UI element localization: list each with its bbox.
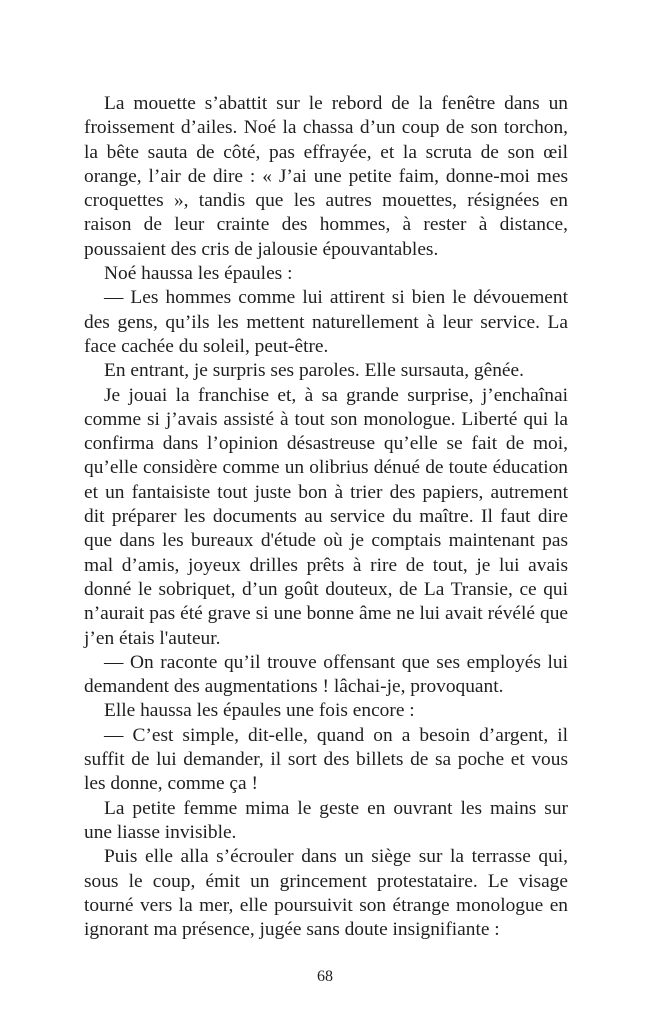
paragraph: En entrant, je surpris ses paroles. Elle sursauta, gênée. [104, 360, 524, 382]
paragraph: — On raconte qu’il trouve offensant que ses employés lui demandent des augmentations ! lâchai-je, provoquant. [84, 651, 568, 698]
paragraph: Je jouai la franchise et, à sa grande surprise, j’enchaînai comme si j’avais assisté à tout son monologue. Liberté qui la confirma dans l’opinion désastreuse qu’elle se fait de moi, qu’elle considère comme un olibrius dénué de toute éducation et un fantaisiste tout juste bon à trier des papiers, autrement dit préparer les documents au service du maître. Il faut dire que dans les bureaux d'étude où je comptais maintenant pas mal d’amis, joyeux drilles prêts à rire de tout, je lui avais donné le sobriquet, d’un goût douteux, de La Transie, ce qui n’aurait pas été grave si une bonne âme ne lui avait révélé que j’en étais l'auteur. [84, 384, 568, 649]
paragraph: La mouette s’abattit sur le rebord de la fenêtre dans un froissement d’ailes. Noé la chassa d’un coup de son torchon, la bête sauta de côté, pas effrayée, et la scruta de son œil orange, l’air de dire : « J’ai une petite faim, donne-moi mes croquettes », tandis que les autres mouettes, résignées en raison de leur crainte des hommes, à rester à distance, poussaient des cris de jalousie épouvantables. [84, 93, 568, 260]
paragraph: — C’est simple, dit-elle, quand on a besoin d’argent, il suffit de lui demander, il sort des billets de sa poche et vous les donne, comme ça ! [84, 724, 568, 795]
paragraph: La petite femme mima le geste en ouvrant les mains sur une liasse invisible. [84, 797, 568, 843]
paragraph: Elle haussa les épaules une fois encore : [104, 700, 415, 722]
page-body [84, 92, 568, 942]
page-number: 68 [317, 968, 333, 985]
paragraph: Noé haussa les épaules : [104, 263, 293, 285]
paragraph: — Les hommes comme lui attirent si bien le dévouement des gens, qu’ils les mettent naturellement à leur service. La face cachée du soleil, peut-être. [84, 287, 568, 357]
paragraph: Puis elle alla s’écrouler dans un siège sur la terrasse qui, sous le coup, émit un grincement protestataire. Le visage tourné vers la mer, elle poursuivit son étrange monologue en ignorant ma présence, jugée sans doute insignifiante : [84, 846, 568, 941]
